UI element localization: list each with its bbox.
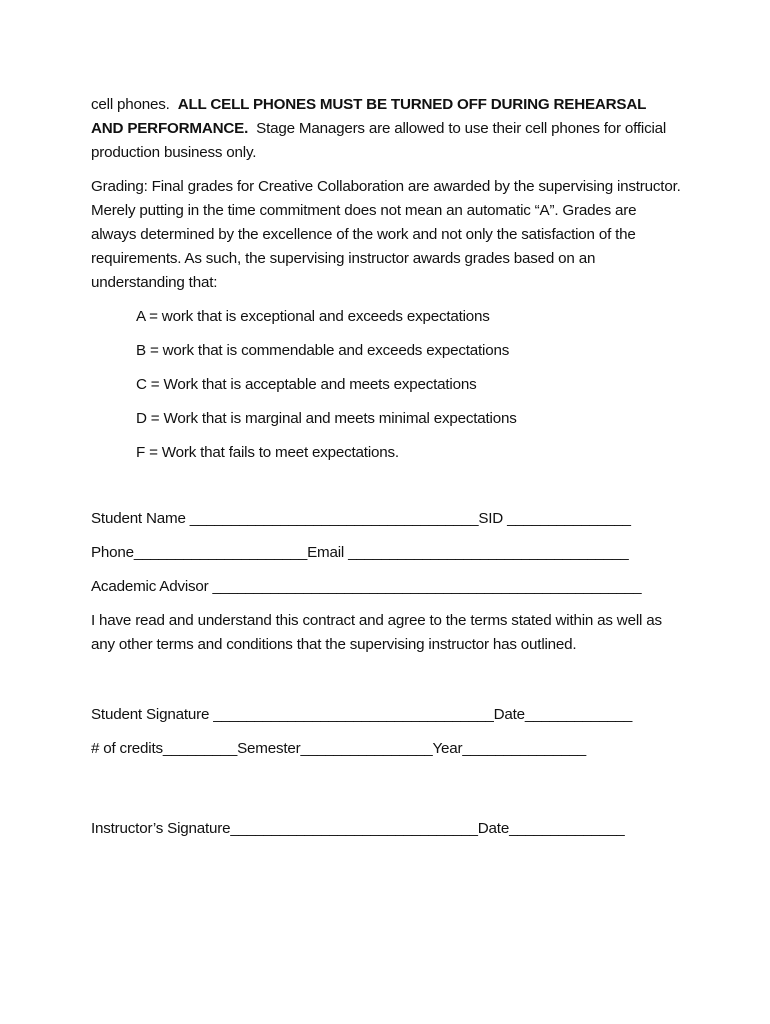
grade-f-item: F = Work that fails to meet expectations. (136, 444, 399, 461)
student-signature-date-field[interactable]: Student Signature __________________________________Date_____________ (91, 706, 633, 723)
grade-c-item: C = Work that is acceptable and meets expectations (136, 376, 477, 393)
phone-email-field[interactable]: Phone_____________________Email __________________________________ (91, 544, 629, 561)
credits-semester-year-field[interactable]: # of credits_________Semester________________Year_______________ (91, 740, 587, 757)
agreement-statement: I have read and understand this contract and agree to the terms stated within as well as any other terms and conditions that the supervising instructor has outlined. (91, 612, 662, 653)
grade-scale-list (91, 305, 681, 465)
instructor-signature-date-field[interactable]: Instructor’s Signature______________________________Date______________ (91, 820, 625, 837)
policy-bold-text: ALL CELL PHONES MUST BE TURNED OFF DURING REHEARSAL AND PERFORMANCE. (91, 96, 646, 137)
spacer (91, 475, 681, 507)
academic-advisor-field[interactable]: Academic Advisor ____________________________________________________ (91, 578, 642, 595)
grading-paragraph: Grading: Final grades for Creative Collaboration are awarded by the supervising instructor. Merely putting in the time commitment does not mean an automatic “A”. Grades are always determined by the excellence of the work and not only the satisfaction of the requirements. As such, the supervising instructor awards grades based on an understanding that: (91, 178, 681, 291)
student-name-sid-field[interactable]: Student Name ___________________________________SID _______________ (91, 510, 631, 527)
grade-b-item: B = work that is commendable and exceeds expectations (136, 342, 510, 359)
spacer (91, 771, 681, 817)
grade-d-item: D = Work that is marginal and meets minimal expectations (136, 410, 517, 427)
document-body (91, 93, 681, 851)
cell-phone-policy-paragraph (91, 93, 681, 165)
grade-a-item: A = work that is exceptional and exceeds expectations (136, 308, 490, 325)
policy-lead-text: cell phones. (91, 96, 170, 113)
spacer (91, 657, 681, 703)
policy-rest-text: Stage Managers are allowed to use their cell phones for official production business only. (91, 120, 667, 161)
